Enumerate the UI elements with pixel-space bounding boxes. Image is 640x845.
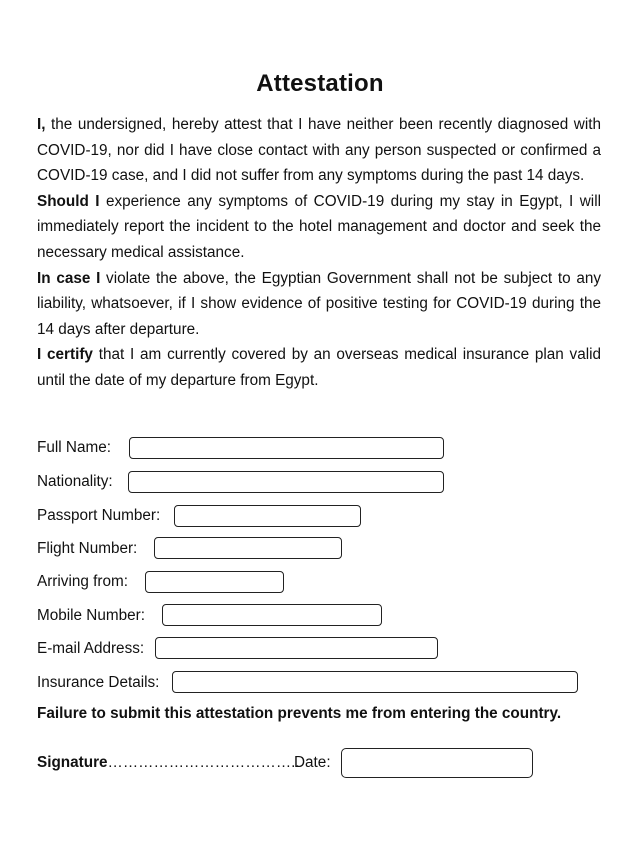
paragraph-lead: I certify — [37, 346, 93, 364]
arriving-from-field[interactable] — [145, 571, 284, 593]
flight-number-label: Flight Number: — [37, 540, 138, 557]
nationality-label: Nationality: — [37, 473, 113, 490]
paragraph-lead: Should I — [37, 192, 100, 210]
nationality-field[interactable] — [128, 471, 444, 493]
document-title: Attestation — [256, 70, 384, 97]
insurance-details-label: Insurance Details: — [37, 674, 160, 691]
paragraph-text: the undersigned, hereby attest that I have neither been recently diagnosed with COVID-19, nor did I have close contact with any person suspected or confirmed a COVID-19 case, and I did not suffer from any symptoms during the past 14 days. — [37, 116, 601, 185]
date-label-group — [294, 754, 331, 772]
paragraph-text: experience any symptoms of COVID-19 during my stay in Egypt, I will immediately report the incident to the hotel management and doctor and seek the necessary medical assistance. — [37, 192, 601, 261]
signature-dots: ……………………………….. — [107, 754, 300, 771]
paragraph-symptoms — [37, 189, 601, 266]
date-colon: : — [326, 754, 331, 771]
signature-label: Signature — [37, 754, 108, 771]
mobile-number-label: Mobile Number: — [37, 607, 145, 624]
paragraph-text: violate the above, the Egyptian Government shall not be subject to any liability, whatsoever, if I show evidence of positive testing for COVID-19 during the 14 days after departure. — [37, 269, 601, 338]
passport-number-field[interactable] — [174, 505, 361, 527]
full-name-field[interactable] — [129, 437, 444, 459]
passport-number-label: Passport Number: — [37, 507, 161, 524]
paragraph-text: that I am currently covered by an overseas medical insurance plan valid until the date of my departure from Egypt. — [37, 346, 602, 389]
date-field[interactable] — [341, 748, 533, 778]
insurance-details-field[interactable] — [172, 671, 578, 693]
mobile-number-field[interactable] — [162, 604, 382, 626]
email-address-label: E-mail Address: — [37, 640, 145, 657]
paragraph-liability — [37, 266, 601, 343]
failure-notice: Failure to submit this attestation prevents me from entering the country. — [37, 705, 562, 722]
paragraph-lead: I, — [37, 116, 46, 133]
paragraph-lead: In case I — [37, 269, 101, 287]
date-label: Date — [294, 754, 327, 771]
paragraph-insurance — [37, 342, 601, 393]
signature-line[interactable] — [37, 754, 300, 772]
attestation-body — [37, 112, 601, 394]
email-address-field[interactable] — [155, 637, 438, 659]
full-name-label: Full Name: — [37, 439, 111, 456]
arriving-from-label: Arriving from: — [37, 573, 128, 590]
flight-number-field[interactable] — [154, 537, 342, 559]
paragraph-diagnosis — [37, 112, 601, 189]
